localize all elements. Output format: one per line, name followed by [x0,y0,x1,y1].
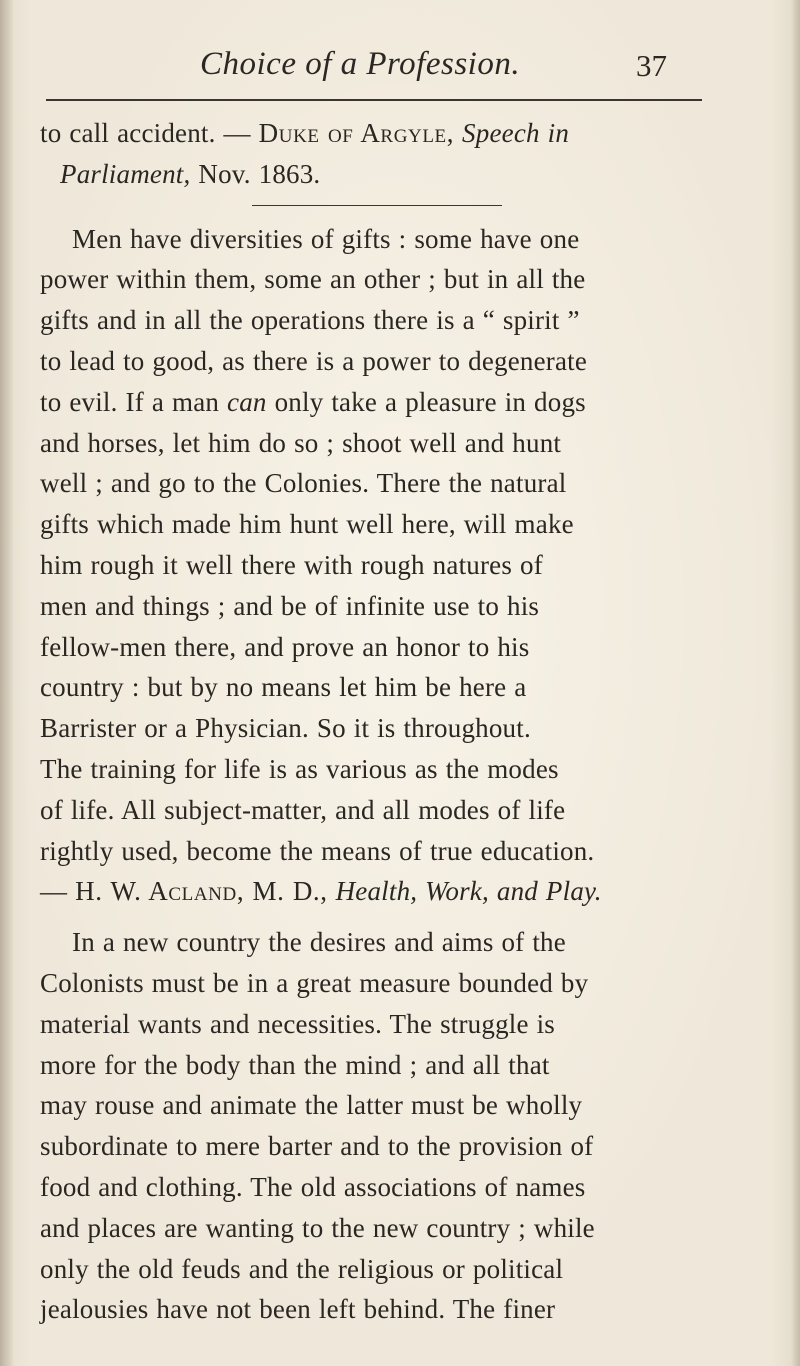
page-gutter-shadow [0,0,14,1366]
header-rule [46,99,702,101]
quote1-line-1 [40,113,720,154]
quote2-text: only take a pleasure in dogs [266,386,586,417]
quote3-line: material wants and necessities. The struggle is [40,1008,556,1039]
quote2-line: men and things ; and be of infinite use to his [40,590,540,621]
quote1-text: to call accident. — [40,118,259,148]
quote2-emphasis: can [227,386,267,417]
quote3-line: subordinate to mere barter and to the provision of [40,1131,594,1162]
quote2-line: The training for life is as various as the modes [40,753,559,784]
quote2-line: country : but by no means let him be here a [40,672,527,703]
quote3-line: more for the body than the mind ; and all that [40,1049,550,1080]
quote3-line: jealousies have not been left behind. The finer [40,1294,556,1325]
quote3-line: only the old feuds and the religious or political [40,1253,564,1284]
section-divider [252,205,502,206]
attribution-author: H. W. Acland, M. D., [75,876,328,907]
quote2-text: to evil. If a man [40,386,228,417]
quote3-line: and places are wanting to the new country ; while [40,1212,595,1243]
quote3-line: food and clothing. The old associations of names [40,1171,586,1202]
page-edge-shadow [792,0,800,1366]
quote2-line: well ; and go to the Colonies. There the natural [40,468,567,499]
quote3-line: In a new country the desires and aims of the [72,927,566,958]
quote1-author: Duke of Argyle, [258,118,455,148]
quote2-line: gifts and in all the operations there is a “ spirit ” [40,305,580,336]
quote2-line: Barrister or a Physician. So it is throughout. [40,713,531,744]
quote1-line-2 [40,154,720,195]
running-title: Choice of a Profession. [200,46,521,82]
attribution-source: Health, Work, and Play. [335,876,602,907]
quote2-line: of life. All subject-matter, and all modes of life [40,794,566,825]
body-text [40,113,720,1330]
quote2-line: fellow-men there, and prove an honor to his [40,631,530,662]
quote3-line: Colonists must be in a great measure bounded by [40,967,589,998]
quote2-line: power within them, some an other ; but in all the [40,264,586,295]
paragraph-gap [40,912,720,922]
quote2-line: him rough it well there with rough natures of [40,549,543,580]
quote2-attribution [40,871,720,912]
page-number: 37 [636,48,667,83]
attribution-dash: — [40,876,76,907]
quote3-line: may rouse and animate the latter must be wholly [40,1090,583,1121]
quote2-line: and horses, let him do so ; shoot well and hunt [40,427,562,458]
quote2-line: gifts which made him hunt well here, will make [40,509,574,540]
quote1-source-cont: Parliament, [60,158,191,189]
quote1-date: Nov. 1863. [190,158,321,189]
quote2-line: rightly used, become the means of true education. [40,835,595,866]
quote2-line: to lead to good, as there is a power to degenerate [40,345,588,376]
quote1-source: Speech in [462,118,570,148]
quote2-line [40,382,720,423]
quote2-line: Men have diversities of gifts : some have one [72,223,580,254]
